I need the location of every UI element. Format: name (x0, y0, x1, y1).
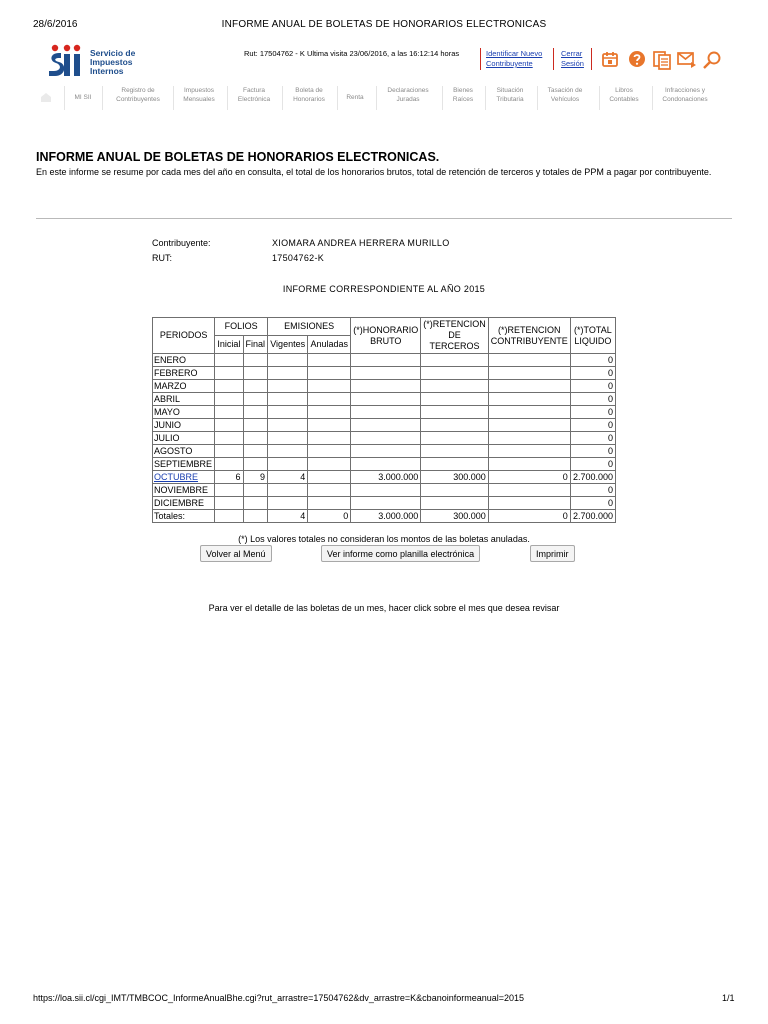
nav-label: Contables (609, 96, 639, 103)
total-ret-contrib: 0 (488, 510, 570, 523)
cell-vigentes (268, 445, 308, 458)
contribuyente-value: XIOMARA ANDREA HERRERA MURILLO (272, 238, 450, 248)
print-title: INFORME ANUAL DE BOLETAS DE HONORARIOS ELECTRONICAS (221, 19, 547, 30)
cell-anuladas (308, 484, 351, 497)
cell-vigentes (268, 432, 308, 445)
cell-ret-contrib (488, 432, 570, 445)
cell-ret-terceros: 300.000 (421, 471, 489, 484)
nav-label: Infracciones y (664, 87, 706, 94)
divider (36, 218, 732, 219)
nav-label: Factura (242, 87, 266, 94)
nav-item-bienes-raices[interactable] (444, 86, 482, 104)
cell-ret-terceros (421, 497, 489, 510)
month-cell: AGOSTO (153, 445, 215, 458)
nav-item-libros-contables[interactable] (602, 86, 646, 104)
divider (553, 48, 554, 70)
logo-line: Internos (90, 66, 124, 76)
report-description: En este informe se resume por cada mes del año en consulta, el total de los honorarios brutos, total de retención de terceros y totales de PPM a pagar por contribuyente. (36, 167, 712, 177)
cell-total: 0 (570, 393, 615, 406)
month-cell[interactable] (153, 471, 215, 484)
total-empty (243, 510, 268, 523)
table-row (153, 419, 616, 432)
cell-ret-terceros (421, 458, 489, 471)
cell-inicial: 6 (215, 471, 243, 484)
totals-note: (*) Los valores totales no consideran los montos de las boletas anuladas. (238, 534, 530, 544)
cell-honorario (351, 354, 421, 367)
header-retencion-terceros: (*)RETENCION DE TERCEROS (421, 318, 489, 354)
cell-vigentes (268, 419, 308, 432)
nav-label: Impuestos (184, 87, 214, 94)
month-cell: ABRIL (153, 393, 215, 406)
cell-anuladas (308, 497, 351, 510)
cell-vigentes: 4 (268, 471, 308, 484)
cell-ret-terceros (421, 354, 489, 367)
table-row (153, 432, 616, 445)
cell-inicial (215, 367, 243, 380)
cell-final (243, 432, 268, 445)
cell-total: 0 (570, 458, 615, 471)
main-nav (36, 86, 726, 112)
cell-final (243, 354, 268, 367)
month-cell: DICIEMBRE (153, 497, 215, 510)
cell-total: 0 (570, 484, 615, 497)
cell-inicial (215, 432, 243, 445)
nav-item-registro-contribuyentes[interactable] (108, 86, 168, 104)
table-row (153, 445, 616, 458)
month-cell: MAYO (153, 406, 215, 419)
cell-ret-contrib (488, 393, 570, 406)
link-line: Sesión (561, 59, 584, 68)
table-row (153, 354, 616, 367)
nav-item-boleta-honorarios[interactable] (286, 86, 332, 104)
cell-honorario: 3.000.000 (351, 471, 421, 484)
table-row (153, 458, 616, 471)
logo-line: Servicio de (90, 48, 136, 58)
cell-final (243, 484, 268, 497)
nav-label: Renta (346, 94, 364, 101)
cell-vigentes (268, 393, 308, 406)
cell-inicial (215, 458, 243, 471)
cell-anuladas (308, 419, 351, 432)
cell-honorario (351, 432, 421, 445)
contribuyente-label: Contribuyente: (152, 238, 211, 248)
print-url: https://loa.sii.cl/cgi_IMT/TMBCOC_InformeAnualBhe.cgi?rut_arrastre=17504762&dv_arrastre=K&cbanoinformeanual=2015 (33, 993, 525, 1003)
documents-icon[interactable] (652, 50, 672, 73)
nav-item-tasacion-vehiculos[interactable] (539, 86, 591, 104)
cell-inicial (215, 354, 243, 367)
table-row (153, 484, 616, 497)
cell-total: 0 (570, 432, 615, 445)
cell-total: 0 (570, 419, 615, 432)
header-retencion-contribuyente: (*)RETENCION CONTRIBUYENTE (488, 318, 570, 354)
identify-new-taxpayer-link[interactable] (486, 49, 542, 69)
nav-label: Tasación de (547, 87, 583, 94)
cell-total: 0 (570, 497, 615, 510)
cell-vigentes (268, 458, 308, 471)
cell-anuladas (308, 406, 351, 419)
link-line: Cerrar (561, 49, 583, 58)
spreadsheet-view-button[interactable]: Ver informe como planilla electrónica (321, 545, 480, 562)
cell-vigentes (268, 380, 308, 393)
total-total: 2.700.000 (570, 510, 615, 523)
cell-ret-terceros (421, 393, 489, 406)
month-cell: FEBRERO (153, 367, 215, 380)
cell-total: 0 (570, 367, 615, 380)
nav-divider (599, 86, 600, 110)
nav-label: Condonaciones (662, 96, 708, 103)
home-icon[interactable] (40, 92, 52, 105)
cell-final (243, 393, 268, 406)
cell-ret-terceros (421, 406, 489, 419)
nav-divider (652, 86, 653, 110)
nav-item-declaraciones-juradas[interactable] (378, 86, 438, 104)
nav-divider (102, 86, 103, 110)
cell-honorario (351, 406, 421, 419)
divider (591, 48, 592, 70)
cell-final (243, 406, 268, 419)
cell-anuladas (308, 471, 351, 484)
cell-ret-contrib (488, 354, 570, 367)
cell-ret-contrib (488, 406, 570, 419)
cell-inicial (215, 484, 243, 497)
annual-report-table (152, 317, 616, 523)
nav-label: MI SII (74, 94, 92, 101)
total-honorario: 3.000.000 (351, 510, 421, 523)
nav-label: Registro de (121, 87, 155, 94)
search-icon[interactable] (702, 50, 722, 73)
cell-anuladas (308, 445, 351, 458)
cell-ret-terceros (421, 367, 489, 380)
cell-anuladas (308, 380, 351, 393)
cell-ret-contrib (488, 484, 570, 497)
cell-ret-contrib (488, 458, 570, 471)
cell-final (243, 419, 268, 432)
report-body (153, 354, 616, 523)
rut-value: 17504762-K (272, 253, 325, 263)
cell-vigentes (268, 354, 308, 367)
cell-total: 0 (570, 406, 615, 419)
nav-label: Honorarios (293, 96, 325, 103)
month-link[interactable]: OCTUBRE (154, 471, 199, 482)
total-ret-terceros: 300.000 (421, 510, 489, 523)
header-periodos: PERIODOS (153, 318, 215, 354)
nav-divider (173, 86, 174, 110)
logout-link[interactable] (561, 49, 584, 69)
rut-label: RUT: (152, 253, 172, 263)
nav-label: Declaraciones (387, 87, 429, 94)
cell-honorario (351, 497, 421, 510)
table-row (153, 393, 616, 406)
nav-item-situacion-tributaria[interactable] (487, 86, 533, 104)
total-anuladas: 0 (308, 510, 351, 523)
cell-anuladas (308, 367, 351, 380)
cell-ret-terceros (421, 445, 489, 458)
header-folios: FOLIOS (215, 318, 268, 336)
cell-anuladas (308, 432, 351, 445)
nav-divider (485, 86, 486, 110)
cell-total: 0 (570, 445, 615, 458)
total-vigentes: 4 (268, 510, 308, 523)
nav-label: Libros (615, 87, 633, 94)
cell-vigentes (268, 497, 308, 510)
header-inicial: Inicial (215, 336, 243, 354)
cell-inicial (215, 380, 243, 393)
cell-anuladas (308, 458, 351, 471)
header-total-liquido: (*)TOTAL LIQUIDO (570, 318, 615, 354)
nav-divider (64, 86, 65, 110)
cell-final (243, 367, 268, 380)
cell-ret-terceros (421, 419, 489, 432)
nav-label: Vehículos (550, 96, 580, 103)
table-row (153, 380, 616, 393)
header-anuladas: Anuladas (308, 336, 351, 354)
cell-inicial (215, 406, 243, 419)
nav-label: Raíces (452, 96, 474, 103)
nav-divider (227, 86, 228, 110)
cell-total: 2.700.000 (570, 471, 615, 484)
header-emisiones: EMISIONES (268, 318, 351, 336)
cell-ret-terceros (421, 484, 489, 497)
nav-item-infracciones-condonaciones[interactable] (654, 86, 716, 104)
cell-honorario (351, 393, 421, 406)
cell-honorario (351, 484, 421, 497)
nav-item-renta[interactable] (340, 93, 370, 102)
cell-anuladas (308, 393, 351, 406)
month-cell: ENERO (153, 354, 215, 367)
cell-inicial (215, 419, 243, 432)
cell-final (243, 380, 268, 393)
nav-label: Situación (496, 87, 524, 94)
header-final: Final (243, 336, 268, 354)
nav-divider (337, 86, 338, 110)
month-cell: MARZO (153, 380, 215, 393)
cell-honorario (351, 419, 421, 432)
cell-vigentes (268, 367, 308, 380)
totals-row (153, 510, 616, 523)
cell-honorario (351, 445, 421, 458)
sii-logo[interactable] (46, 44, 146, 80)
nav-label: Mensuales (183, 96, 215, 103)
nav-divider (537, 86, 538, 110)
sii-logo-mark (46, 44, 86, 80)
link-line: Identificar Nuevo (486, 49, 543, 58)
calendar-icon[interactable] (601, 50, 619, 71)
month-cell: JUNIO (153, 419, 215, 432)
cell-honorario (351, 458, 421, 471)
nav-label: Juradas (396, 96, 420, 103)
cell-final: 9 (243, 471, 268, 484)
cell-ret-contrib (488, 445, 570, 458)
rut-last-visit: Rut: 17504762 - K Ultima visita 23/06/2016, a las 16:12:14 horas (244, 49, 460, 58)
month-cell: SEPTIEMBRE (153, 458, 215, 471)
nav-label: Bienes (453, 87, 473, 94)
print-page-number: 1/1 (722, 993, 735, 1003)
table-row (153, 471, 616, 484)
cell-final (243, 445, 268, 458)
total-label: Totales: (153, 510, 215, 523)
mail-icon[interactable] (677, 50, 697, 71)
month-cell: NOVIEMBRE (153, 484, 215, 497)
help-icon[interactable] (628, 50, 646, 71)
cell-honorario (351, 380, 421, 393)
header-vigentes: Vigentes (268, 336, 308, 354)
header-honorario-bruto: (*)HONORARIO BRUTO (351, 318, 421, 354)
table-row (153, 406, 616, 419)
cell-ret-contrib (488, 419, 570, 432)
cell-anuladas (308, 354, 351, 367)
table-row (153, 367, 616, 380)
nav-label: Electrónica (237, 96, 271, 103)
logo-line: Impuestos (90, 57, 133, 67)
link-line: Contribuyente (486, 59, 533, 68)
cell-vigentes (268, 406, 308, 419)
nav-label: Contribuyentes (116, 96, 160, 103)
cell-inicial (215, 445, 243, 458)
cell-final (243, 497, 268, 510)
cell-ret-contrib (488, 380, 570, 393)
cell-ret-terceros (421, 432, 489, 445)
cell-ret-contrib (488, 367, 570, 380)
cell-total: 0 (570, 380, 615, 393)
cell-ret-terceros (421, 380, 489, 393)
cell-vigentes (268, 484, 308, 497)
report-year-title: INFORME CORRESPONDIENTE AL AÑO 2015 (282, 284, 486, 294)
sii-logo-text (90, 49, 135, 76)
cell-total: 0 (570, 354, 615, 367)
cell-ret-contrib: 0 (488, 471, 570, 484)
table-row (153, 497, 616, 510)
back-to-menu-button[interactable]: Volver al Menú (200, 545, 272, 562)
page-title: INFORME ANUAL DE BOLETAS DE HONORARIOS ELECTRONICAS. (36, 150, 440, 164)
divider (480, 48, 481, 70)
cell-honorario (351, 367, 421, 380)
cell-inicial (215, 393, 243, 406)
cell-inicial (215, 497, 243, 510)
nav-item-impuestos-mensuales[interactable] (176, 86, 222, 104)
nav-item-factura-electronica[interactable] (231, 86, 277, 104)
print-button[interactable]: Imprimir (530, 545, 575, 562)
month-cell: JULIO (153, 432, 215, 445)
cell-final (243, 458, 268, 471)
nav-divider (282, 86, 283, 110)
nav-divider (376, 86, 377, 110)
nav-label: Boleta de (295, 87, 323, 94)
total-empty (215, 510, 243, 523)
nav-item-mi-sii[interactable] (70, 93, 96, 102)
nav-divider (442, 86, 443, 110)
cell-ret-contrib (488, 497, 570, 510)
nav-label: Tributaria (496, 96, 524, 103)
month-detail-hint: Para ver el detalle de las boletas de un mes, hacer click sobre el mes que desea revisar (208, 603, 560, 613)
print-date: 28/6/2016 (33, 19, 78, 30)
